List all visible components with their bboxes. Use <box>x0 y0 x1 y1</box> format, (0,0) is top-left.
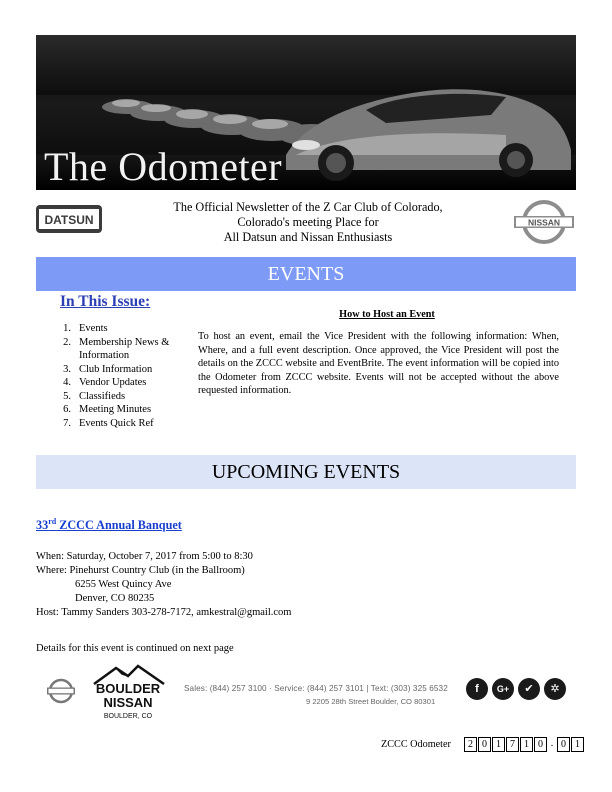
google-plus-icon[interactable]: G+ <box>492 678 514 700</box>
facebook-icon[interactable]: f <box>466 678 488 700</box>
banner-image <box>36 35 576 190</box>
issue-digit: 0 <box>557 737 570 752</box>
events-section-bar: EVENTS <box>36 257 576 291</box>
list-item: 5. Classifieds <box>63 390 126 402</box>
issue-digit: 1 <box>520 737 533 752</box>
datsun-logo <box>36 205 102 233</box>
issue-digit: 2 <box>464 737 477 752</box>
list-item: 1. Events <box>63 323 108 334</box>
issue-digit: 7 <box>506 737 519 752</box>
continued-note: Details for this event is continued on next page <box>36 643 234 654</box>
dealer-contact: Sales: (844) 257 3100 · Service: (844) 257 3101 | Text: (303) 325 6532 <box>184 684 448 693</box>
newsletter-title: The Odometer <box>44 144 283 189</box>
list-item: 3. Club Information <box>63 363 153 375</box>
in-this-issue-list <box>36 322 196 430</box>
issue-separator: . <box>550 738 554 749</box>
host-event-body: To host an event, email the Vice President with the following information: When, Where, and a full event description. Once approved, the Vice President will post the details on the ZCCC website and EventBrite. The event information will be copied into the Odometer from ZCCC website. Events will not be accepted without the above requested information. <box>198 331 559 396</box>
nissan-logo <box>512 196 576 248</box>
newsletter-tagline <box>120 200 496 245</box>
list-item: Information <box>79 350 130 361</box>
event-address-city: Denver, CO 80235 <box>75 593 155 604</box>
dealer-city: BOULDER, CO <box>103 713 153 720</box>
dealer-nissan-icon <box>46 676 76 706</box>
dealer-address: 9 2205 28th Street Boulder, CO 80301 <box>306 697 436 706</box>
dealer-name-line2: NISSAN <box>103 695 153 710</box>
event-host: Host: Tammy Sanders 303-278-7172, amkestral@gmail.com <box>36 607 292 618</box>
event-address-street: 6255 West Quincy Ave <box>75 579 172 590</box>
boulder-nissan-logo <box>86 662 170 722</box>
list-item: 6. Meeting Minutes <box>63 404 152 415</box>
issue-digit: 1 <box>571 737 584 752</box>
issue-digit: 1 <box>492 737 505 752</box>
upcoming-events-bar: UPCOMING EVENTS <box>36 455 576 489</box>
dealer-name-line1: BOULDER <box>95 681 161 696</box>
tagline-line: Colorado's meeting Place for <box>237 215 379 229</box>
issue-digit: 0 <box>534 737 547 752</box>
banquet-title-link[interactable]: 33rd ZCCC Annual Banquet <box>36 517 182 533</box>
datsun-logo-text: DATSUN <box>44 213 94 227</box>
checkmark-icon[interactable]: ✔ <box>518 678 540 700</box>
in-this-issue-heading: In This Issue: <box>60 293 151 310</box>
host-event-heading: How to Host an Event <box>339 309 435 320</box>
event-when: When: Saturday, October 7, 2017 from 5:00 to 8:30 <box>36 551 253 562</box>
yelp-icon[interactable]: ✲ <box>544 678 566 700</box>
tagline-line: The Official Newsletter of the Z Car Club of Colorado, <box>173 200 443 214</box>
footer-label: ZCCC Odometer <box>381 739 451 750</box>
nissan-logo-text: NISSAN <box>527 217 561 228</box>
issue-digit: 0 <box>478 737 491 752</box>
issue-number <box>464 737 585 752</box>
list-item: 4. Vendor Updates <box>63 377 147 388</box>
tagline-line: All Datsun and Nissan Enthusiasts <box>223 230 393 244</box>
list-item: 2. Membership News & <box>63 336 170 348</box>
list-item: 7. Events Quick Ref <box>63 417 154 429</box>
event-where: Where: Pinehurst Country Club (in the Ballroom) <box>36 565 245 576</box>
